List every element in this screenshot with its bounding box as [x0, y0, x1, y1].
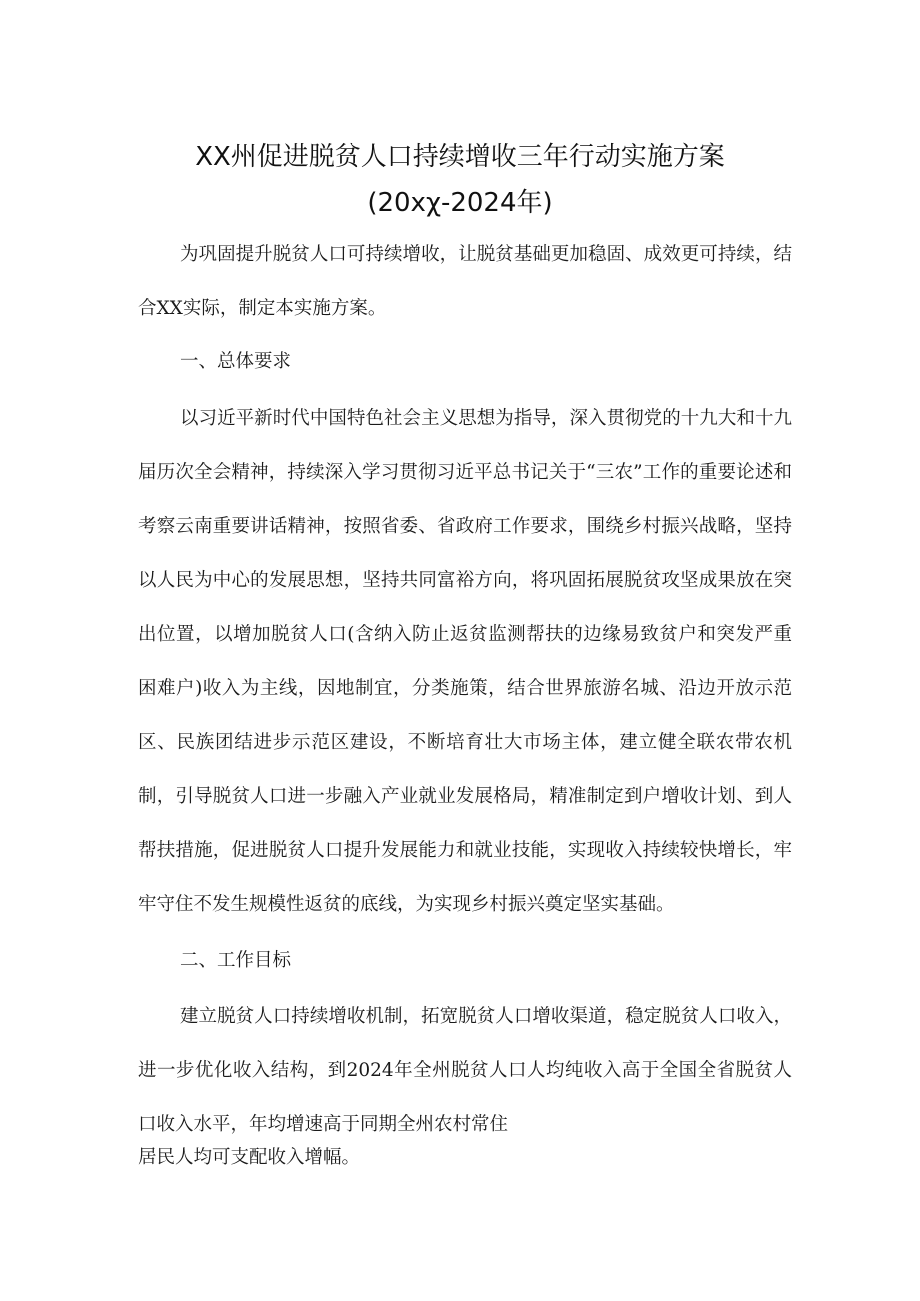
document-subtitle-years: (20xχ-2024年) — [367, 188, 553, 218]
general-requirements-paragraph: 以习近平新时代中国特色社会主义思想为指导，深入贯彻党的十九大和十九届历次全会精神，持续深入学习贯彻习近平总书记关于“三农”工作的重要论述和考察云南重要讲话精神，按照省委、省政府工作要求，围绕乡村振兴战略，坚持以人民为中心的发展思想，坚持共同富裕方向，将巩固拓展脱贫攻坚成果放在突出位置，以增加脱贫人口(含纳入防止返贫监测帮扶的边缘易致贫户和突发严重困难户)收入为主线，因地制宜，分类施策，结合世界旅游名城、沿边开放示范区、民族团结进步示范区建设，不断培育壮大市场主体，建立健全联农带农机制，引导脱贫人口进一步融入产业就业发展格局，精准制定到户增收计划、到人帮扶措施，促进脱贫人口提升发展能力和就业技能，实现收入持续较快增长，牢牢守住不发生规模性返贫的底线，为实现乡村振兴奠定坚实基础。 — [138, 408, 792, 915]
section-heading-general-requirements: 一、总体要求 — [180, 351, 292, 372]
work-goals-paragraph: 建立脱贫人口持续增收机制，拓宽脱贫人口增收渠道，稳定脱贫人口收入，进一步优化收入结构，到2024年全州脱贫人口人均纯收入高于全国全省脱贫人口收入水平，年均增速高于同期全州农村常住 — [138, 1006, 792, 1135]
document-title: XX州促进脱贫人口持续增收三年行动实施方案 — [195, 142, 725, 172]
intro-paragraph: 为巩固提升脱贫人口可持续增收，让脱贫基础更加稳固、成效更可持续，结合XX实际，制定本实施方案。 — [138, 244, 792, 319]
work-goals-last-line: 居民人均可支配收入增幅。 — [138, 1147, 361, 1168]
section-heading-work-goals: 二、工作目标 — [180, 950, 292, 971]
